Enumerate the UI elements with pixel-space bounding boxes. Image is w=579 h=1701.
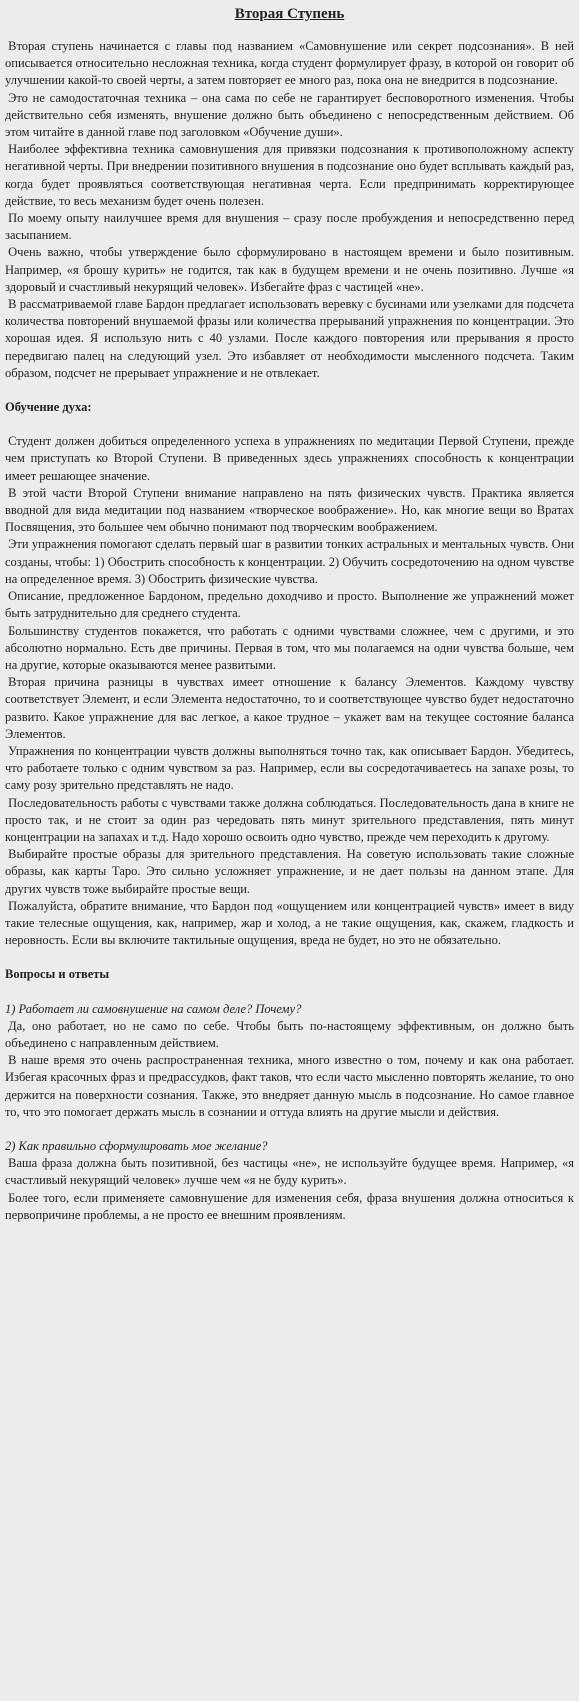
answer-paragraph: Более того, если применяете самовнушение для изменения себя, фраза внушения должна относиться к первопричине проблемы, а не просто ее внешним проявлениям.: [5, 1190, 574, 1222]
answer-paragraph: Да, оно работает, но не само по себе. Чтобы быть по-настоящему эффективным, он должно быть объединено с направленным действием.: [5, 1018, 574, 1050]
intro-section: [5, 38, 574, 382]
paragraph: Это не самодостаточная техника – она сама по себе не гарантирует бесповоротного изменения. Чтобы действительно себя изменять, внушение должно быть объединено с непосредственным действием. Об этом читайте в данной главе под заголовком «Обучение души».: [5, 90, 574, 140]
answer-paragraph: Ваша фраза должна быть позитивной, без частицы «не», не используйте будущее время. Например, «я счастливый некурящий человек» лучше чем «я не буду курить».: [5, 1156, 574, 1188]
paragraph: Выбирайте простые образы для зрительного представления. На советую использовать такие сложные образы, как карты Таро. Это сильно усложняет упражнение, и не дает пользы на данном этапе. Для других чувств тоже выбирайте простые вещи.: [5, 847, 574, 896]
qa-section: [5, 1001, 574, 1224]
paragraph: Последовательность работы с чувствами также должна соблюдаться. Последовательность дана в книге не просто так, и не стоит за один раз чередовать пять минут зрительного представления, пять минут концентрации на запахах и т.д. Надо хорошо освоить одно чувство, прежде чем переходить к другому.: [5, 795, 574, 844]
paragraph: В этой части Второй Ступени внимание направлено на пять физических чувств. Практика является вводной для вида медитации под названием «творческое воображение». Но, как многие вещи во Вратах Посвящения, это большее чем обычно понимают под творческим воображением.: [5, 485, 574, 535]
paragraph: По моему опыту наилучшее время для внушения – сразу после пробуждения и непосредственно перед засыпанием.: [5, 211, 574, 243]
paragraph: Студент должен добиться определенного успеха в упражнениях по медитации Первой Ступени, прежде чем приступать ко Второй Ступени. В приведенных здесь упражнениях способность к концентрации имеет решающее значение.: [5, 434, 574, 483]
question: 2) Как правильно сформулировать мое желание?: [5, 1138, 268, 1153]
paragraph: В рассматриваемой главе Бардон предлагает использовать веревку с бусинами или узелками для подсчета количества повторений внушаемой фразы или количества прерываний упражнения по концентрации. Это хорошая идея. Я использую нить с 40 узлами. После каждого повторения или прерывания я просто передвигаю палец на следующий узел. Это избавляет от необходимости мысленного подсчета. Таким образом, подсчет не прерывает упражнение и не отвлекает.: [5, 297, 574, 380]
paragraph: Большинству студентов покажется, что работать с одними чувствами сложнее, чем с другими, и это абсолютно нормально. Есть две причины. Первая в том, что мы полагаемся на одни чувства больше, чем на другие, которые оказываются менее развитыми.: [5, 623, 574, 672]
paragraph: Очень важно, чтобы утверждение было сформулировано в настоящем времени и было позитивным. Например, «я брошу курить» не годится, так как в будущем времени и не очень позитивно. Лучше «я здоровый и счастливый некурящий человек». Избегайте фраз с частицей «не».: [5, 245, 574, 294]
section-heading-spirit: Обучение духа:: [5, 400, 92, 415]
question: 1) Работает ли самовнушение на самом деле? Почему?: [5, 1001, 302, 1016]
paragraph: Пожалуйста, обратите внимание, что Бардон под «ощущением или концентрацией чувств» имеет в виду такие телесные ощущения, как, например, жар и холод, а не такие ощущения, как, скажем, гладкость и неровность. Если вы включите тактильные ощущения, вреда не будет, но это не обязательно.: [5, 898, 574, 948]
document-page: [5, 4, 574, 1224]
paragraph: Эти упражнения помогают сделать первый шаг в развитии тонких астральных и ментальных чувств. Они созданы, чтобы: 1) Обострить способность к концентрации. 2) Обучить сосредоточению на одном чувстве на определенное время. 3) Обострить физические чувства.: [5, 537, 574, 586]
paragraph: Упражнения по концентрации чувств должны выполняться точно так, как описывает Бардон. Убедитесь, что работаете только с одним чувством за раз. Например, если вы сосредотачиваетесь на запахе розы, то саму розу зрительно представлять не надо.: [5, 743, 574, 793]
paragraph: Вторая ступень начинается с главы под названием «Самовнушение или секрет подсознания». В ней описывается относительно несложная техника, когда студент формулирует фразу, в которой он говорит об улучшении какой-то своей черты, а затем повторяет ее много раз, пока она не внедрится в подсознание.: [5, 39, 574, 88]
page-title: Вторая Ступень: [234, 6, 345, 22]
section-heading-qa: Вопросы и ответы: [5, 967, 110, 982]
spirit-section: [5, 433, 574, 949]
paragraph: Наиболее эффективна техника самовнушения для привязки подсознания к противоположному аспекту негативной черты. При внедрении позитивного внушения в подсознание оно будет всплывать каждый раз, когда будет проявляться соответствующая негативная черта. Если предпринимать корректирующее действие, то весь механизм будет очень полезен.: [5, 142, 574, 208]
paragraph: Описание, предложенное Бардоном, предельно доходчиво и просто. Выполнение же упражнений может быть затруднительно для среднего студента.: [5, 589, 574, 621]
paragraph: Вторая причина разницы в чувствах имеет отношение к балансу Элементов. Каждому чувству соответствует Элемент, и если Элемента недостаточно, то и соответствующее чувство будет недостаточно развито. Какое упражнение для вас легкое, а какое трудное – укажет вам на текущее состояние баланса Элементов.: [5, 675, 574, 741]
answer-paragraph: В наше время это очень распространенная техника, много известно о том, почему и как она работает. Избегая красочных фраз и предрассудков, факт таков, что если часто мысленно повторять желание, то оно держится на поверхности сознания. Также, это внедряет данную мысль в подсознание. Но самое главное то, что это помогает держать мысль в сознании и оттуда влиять на другие мысли и действия.: [5, 1053, 574, 1119]
